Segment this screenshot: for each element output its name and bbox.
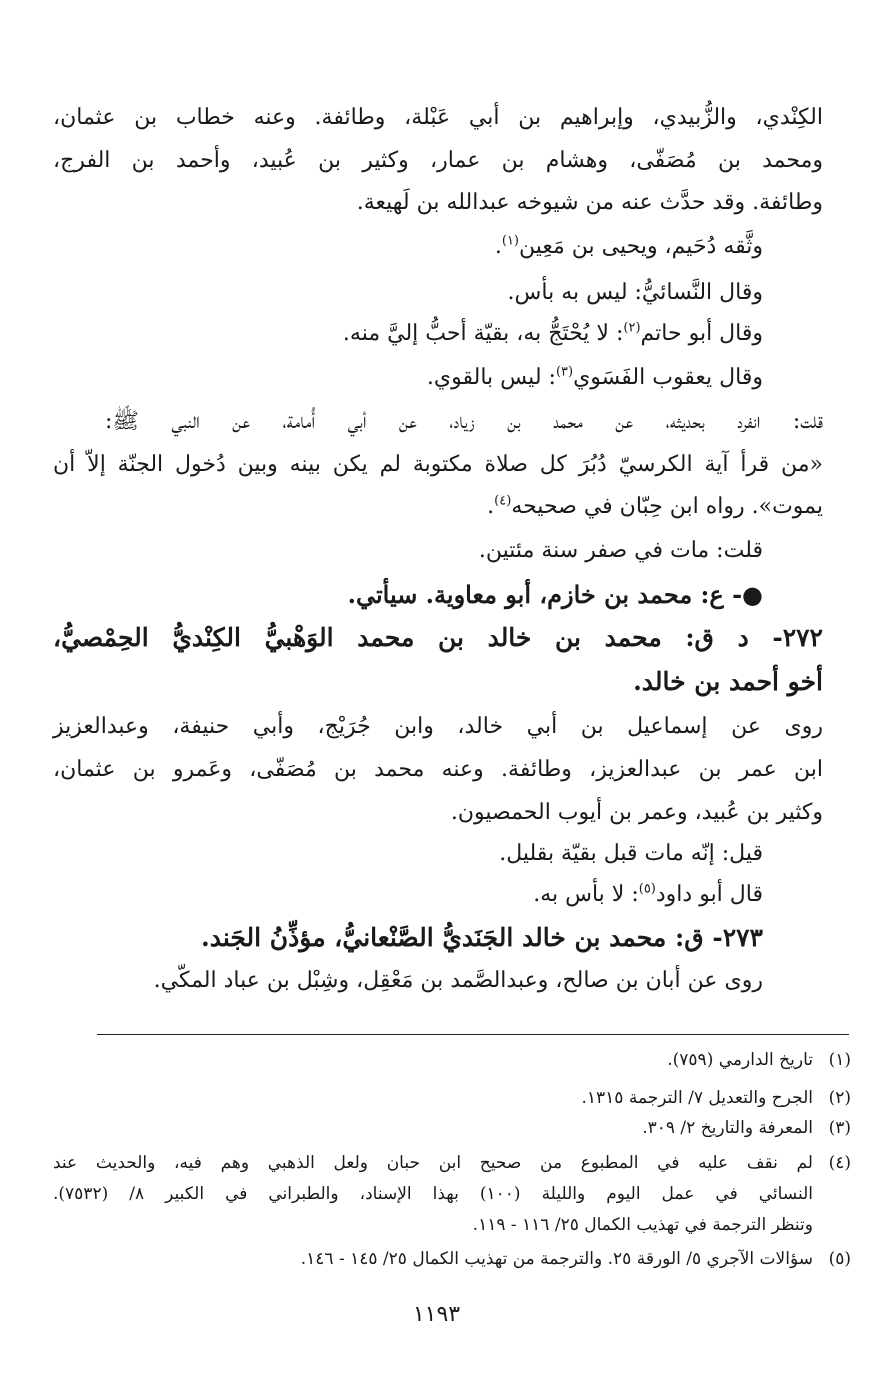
text-fragment: وثَّقه دُحَيم، ويحيى بن مَعِين xyxy=(519,234,763,259)
text-line xyxy=(426,364,763,390)
entry-heading: ٢٧٣- ق: محمد بن خالد الجَنَديُّ الصَّنْعانيُّ، مؤذِّنُ الجَند. xyxy=(201,923,763,952)
text-line xyxy=(487,493,823,519)
footnote-divider xyxy=(97,1034,849,1035)
text-line xyxy=(533,881,763,907)
footnote-number: (٥) xyxy=(828,1249,851,1269)
text-line: روى عن إسماعيل بن أبي خالد، وابن جُرَيْج، وأبي حنيفة، وعبدالعزيز xyxy=(53,714,823,739)
text-fragment: وقال أبو حاتم xyxy=(640,321,763,346)
entry-heading: ●- ع: محمد بن خازم، أبو معاوية. سيأتي. xyxy=(347,580,763,609)
text-line: قلت: مات في صفر سنة مئتين. xyxy=(478,538,763,563)
footnote-text: تاريخ الدارمي (٧٥٩). xyxy=(667,1050,813,1070)
footnote-ref[interactable]: (١) xyxy=(501,233,519,249)
text-line: «من قرأ آية الكرسيّ دُبُرَ كل صلاة مكتوبة لم يكن بينه وبين دُخول الجنّة إلاّ أن xyxy=(53,452,823,477)
footnote-text: المعرفة والتاريخ ٢/ ٣٠٩. xyxy=(642,1118,813,1138)
text-line: روى عن أبان بن صالح، وعبدالصَّمد بن مَعْقِل، وشِبْل بن عباد المكّي. xyxy=(153,968,763,993)
text-fragment: قال أبو داود xyxy=(655,882,763,907)
footnote-ref[interactable]: (٥) xyxy=(638,881,656,897)
footnote-number: (١) xyxy=(828,1050,851,1070)
entry-heading: ٢٧٢- د ق: محمد بن خالد بن محمد الوَهْبيُّ الكِنْديُّ الحِمْصيُّ، xyxy=(53,623,823,652)
text-fragment: . xyxy=(487,494,495,519)
text-line: وطائفة. وقد حدَّث عنه من شيوخه عبدالله بن لَهيعة. xyxy=(356,190,823,215)
footnote-text: الجرح والتعديل ٧/ الترجمة ١٣١٥. xyxy=(581,1088,813,1108)
footnote-text: سؤالات الآجري ٥/ الورقة ٢٥. والترجمة من تهذيب الكمال ٢٥/ ١٤٥ - ١٤٦. xyxy=(300,1249,813,1269)
text-line xyxy=(494,233,763,259)
footnote-ref[interactable]: (٤) xyxy=(494,493,512,509)
text-line: ومحمد بن مُصَفّى، وهشام بن عمار، وكثير بن عُبيد، وأحمد بن الفرج، xyxy=(53,148,823,173)
footnote-number: (٤) xyxy=(828,1153,851,1173)
page-number: ١١٩٣ xyxy=(412,1302,461,1327)
text-fragment: يموت». رواه ابن حِبّان في صحيحه xyxy=(511,494,823,519)
text-fragment: : ليس بالقوي. xyxy=(426,365,556,390)
text-line: ابن عمر بن عبدالعزيز، وطائفة. وعنه محمد بن مُصَفّى، وعَمرو بن عثمان، xyxy=(53,757,823,782)
text-line: وقال النَّسائيُّ: ليس به بأس. xyxy=(507,280,763,305)
text-line xyxy=(342,320,763,346)
footnote-number: (٣) xyxy=(828,1118,851,1138)
text-line: قلت: انفرد بحديثه، عن محمد بن زياد، عن أبي أُمامة، عن النبي ﷺ: xyxy=(105,409,823,434)
text-line: وكثير بن عُبيد، وعمر بن أيوب الحمصيون. xyxy=(450,800,823,825)
footnote-text: وتنظر الترجمة في تهذيب الكمال ٢٥/ ١١٦ - ١١٩. xyxy=(472,1215,813,1235)
text-fragment: : لا يُحْتَجُّ به، بقيّة أحبُّ إليَّ منه. xyxy=(342,321,624,346)
text-fragment: وقال يعقوب الفَسَوي xyxy=(573,365,763,390)
footnote-text: لم نقف عليه في المطبوع من صحيح ابن حبان ولعل الذهبي وهم فيه، والحديث عند xyxy=(53,1153,813,1173)
footnote-ref[interactable]: (٢) xyxy=(623,320,641,336)
text-line: الكِنْدي، والزُّبيدي، وإبراهيم بن أبي عَبْلة، وطائفة. وعنه خطاب بن عثمان، xyxy=(53,105,823,130)
footnote-ref[interactable]: (٣) xyxy=(555,364,574,380)
entry-heading: أخو أحمد بن خالد. xyxy=(633,667,823,696)
footnote-number: (٢) xyxy=(828,1088,851,1108)
text-fragment: . xyxy=(494,234,502,259)
text-fragment: : لا بأس به. xyxy=(533,882,639,907)
footnote-text: النسائي في عمل اليوم والليلة (١٠٠) بهذا الإسناد، والطبراني في الكبير ٨/ (٧٥٣٢). xyxy=(53,1184,814,1204)
text-line: قيل: إنّه مات قبل بقيّة بقليل. xyxy=(499,841,763,866)
